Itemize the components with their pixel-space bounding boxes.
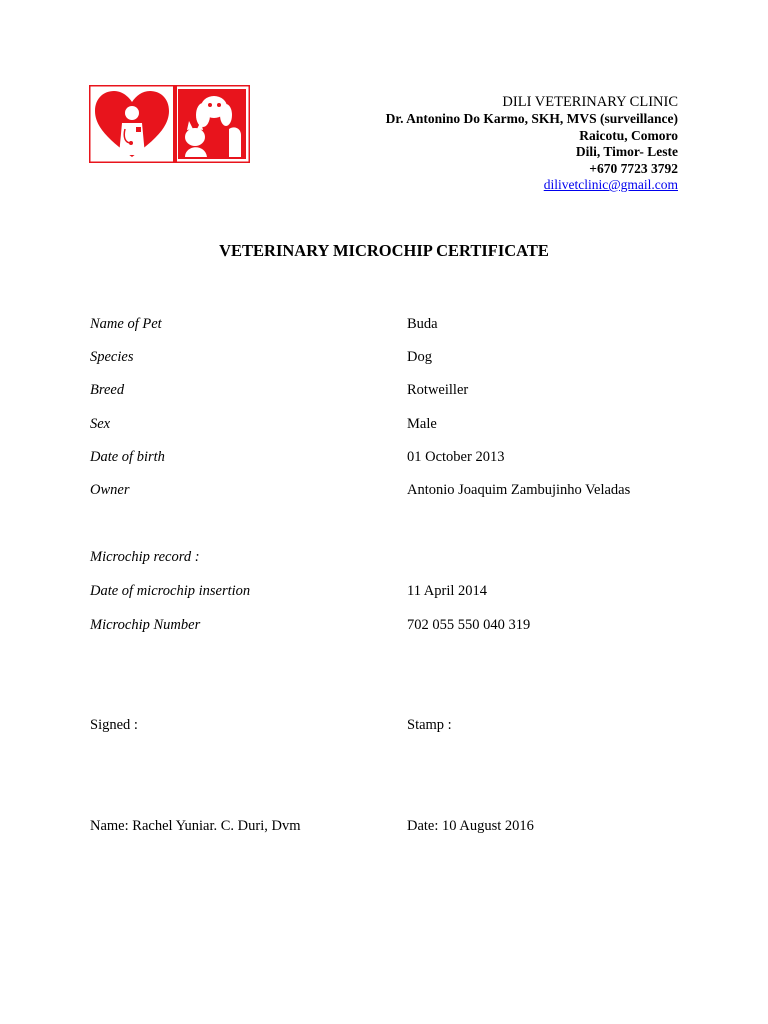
doctor-name: Dr. Antonino Do Karmo, SKH, MVS (surveillance) <box>385 111 678 126</box>
insertion-date-value: 11 April 2014 <box>407 583 488 599</box>
letterhead <box>386 94 678 194</box>
owner-label: Owner <box>90 482 130 498</box>
signature-date: Date: 10 August 2016 <box>407 818 534 834</box>
signatory-name: Name: Rachel Yuniar. C. Duri, Dvm <box>90 818 301 834</box>
species-value: Dog <box>407 349 432 365</box>
clinic-name: DILI VETERINARY CLINIC <box>502 94 678 110</box>
pet-name-label: Name of Pet <box>90 316 162 332</box>
microchip-number-label: Microchip Number <box>90 617 201 633</box>
breed-value: Rotweiller <box>407 382 469 398</box>
microchip-number-value: 702 055 550 040 319 <box>407 617 531 633</box>
breed-label: Breed <box>90 382 125 398</box>
certificate-title: VETERINARY MICROCHIP CERTIFICATE <box>219 241 549 260</box>
email-link[interactable]: dilivetclinic@gmail.com <box>543 177 678 192</box>
dob-label: Date of birth <box>90 449 165 465</box>
clinic-logo <box>89 85 250 163</box>
sex-value: Male <box>407 416 437 432</box>
address-line-2: Dili, Timor- Leste <box>575 144 678 159</box>
address-line-1: Raicotu, Comoro <box>579 127 678 143</box>
phone-number: +670 7723 3792 <box>589 160 678 176</box>
stamp-label: Stamp : <box>407 717 452 733</box>
owner-value: Antonio Joaquim Zambujinho Veladas <box>407 482 631 498</box>
pet-name-value: Buda <box>407 316 438 332</box>
vet-clinic-logo-icon <box>89 85 250 163</box>
microchip-record-label: Microchip record : <box>90 549 200 565</box>
dob-value: 01 October 2013 <box>407 449 505 465</box>
insertion-date-label: Date of microchip insertion <box>90 583 251 599</box>
species-label: Species <box>90 349 134 365</box>
signed-label: Signed : <box>90 717 138 733</box>
sex-label: Sex <box>90 416 111 432</box>
